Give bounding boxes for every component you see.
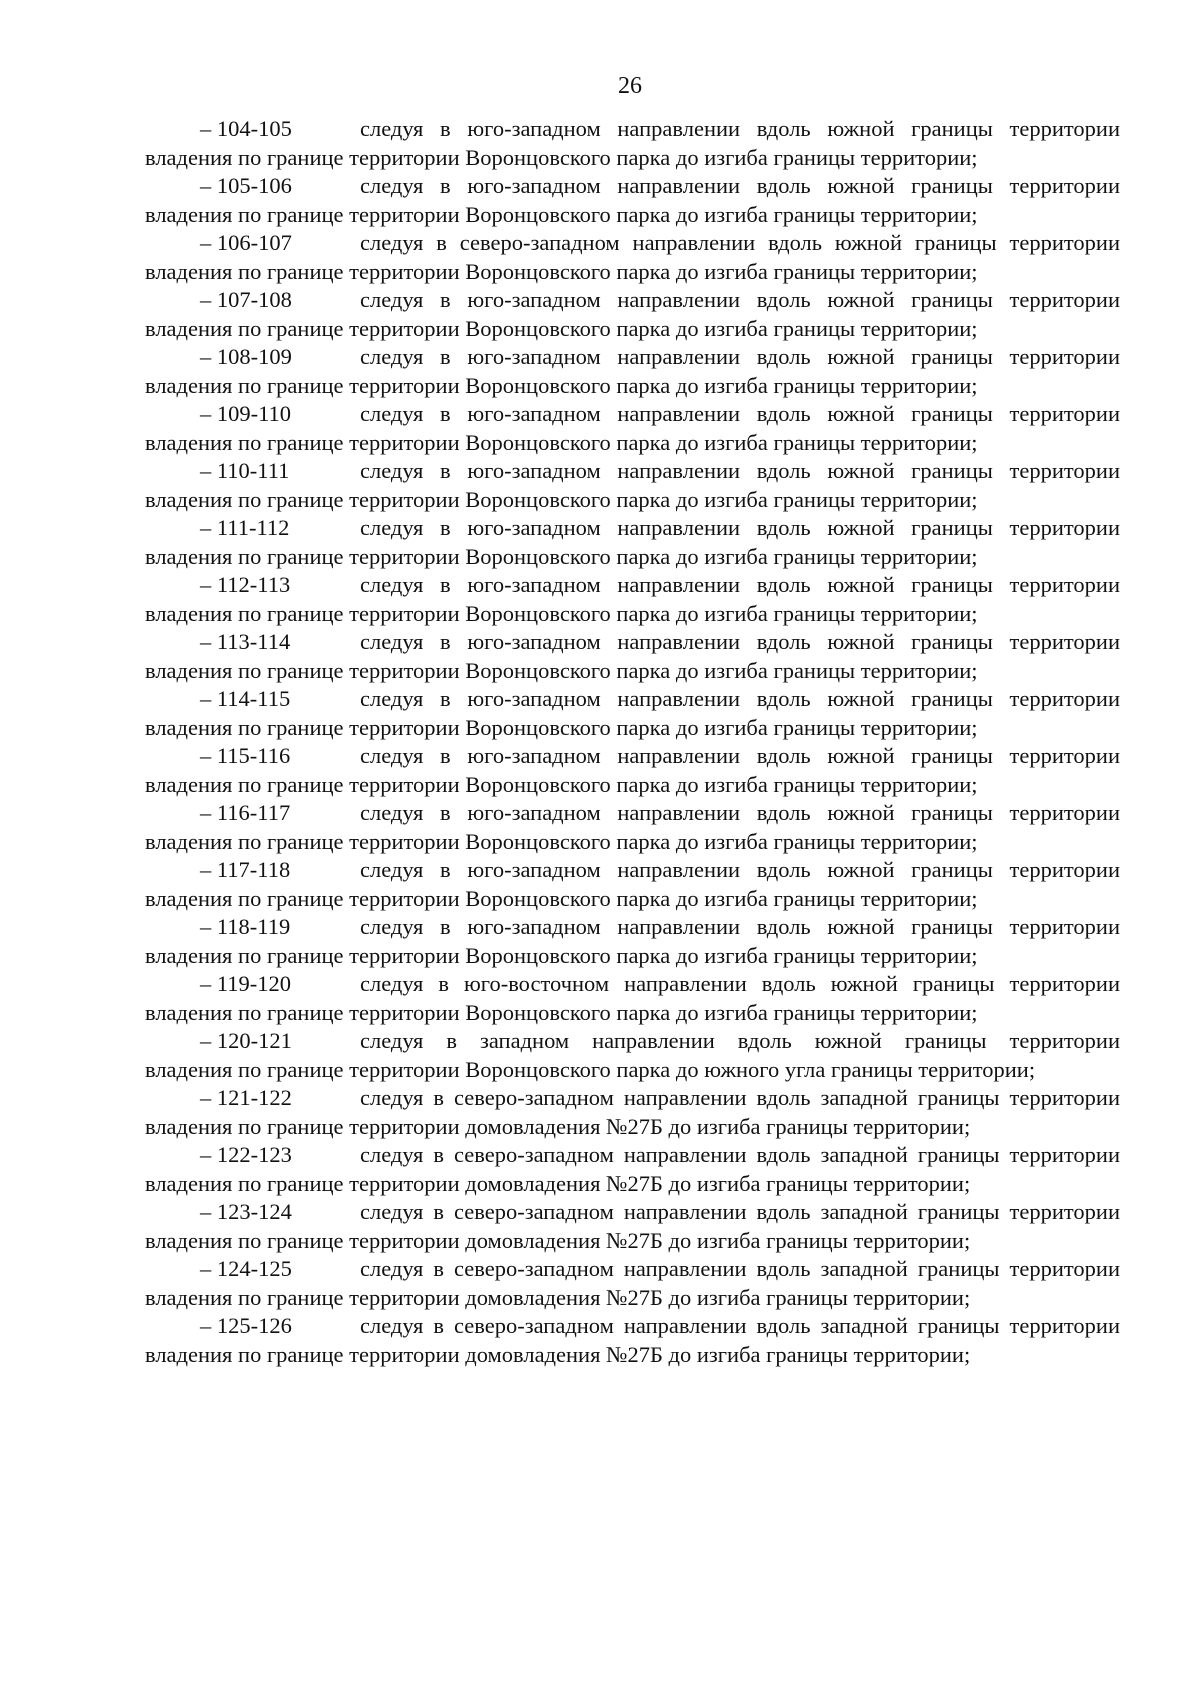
- segment-range: – 119-120: [200, 971, 292, 996]
- segment-continuation-text: владения по границе территории Воронцовского парка до изгиба границы территории;: [145, 487, 978, 512]
- segment-continuation-text: владения по границе территории Воронцовского парка до изгиба границы территории;: [145, 202, 978, 227]
- segment-continuation-text: владения по границе территории Воронцовского парка до изгиба границы территории;: [145, 1000, 978, 1025]
- segment-lead-text: следуя в юго-западном направлении вдоль южной границы территории: [360, 572, 1120, 597]
- segment-lead-text: следуя в юго-западном направлении вдоль южной границы территории: [360, 401, 1120, 426]
- segment-lead-text: следуя в юго-западном направлении вдоль южной границы территории: [360, 857, 1120, 882]
- segment-range: – 118-119: [200, 914, 291, 939]
- segment-text: следуя в северо-западном направлении вдоль западной границы территории владения по границе территории домовладения №27Б до изгиба границы территории;: [145, 1085, 1120, 1139]
- boundary-segment: [145, 628, 1120, 685]
- segment-text: следуя в северо-западном направлении вдоль западной границы территории владения по границе территории домовладения №27Б до изгиба границы территории;: [145, 1142, 1120, 1196]
- segment-text: следуя в северо-западном направлении вдоль западной границы территории владения по границе территории домовладения №27Б до изгиба границы территории;: [145, 1256, 1120, 1310]
- segment-range: – 115-116: [200, 743, 291, 768]
- segment-continuation-text: владения по границе территории Воронцовского парка до изгиба границы территории;: [145, 259, 978, 284]
- segment-lead-text: следуя в юго-западном направлении вдоль южной границы территории: [360, 629, 1120, 654]
- boundary-segment: [145, 400, 1120, 457]
- boundary-segment: [145, 457, 1120, 514]
- boundary-segment: [145, 514, 1120, 571]
- segment-range: – 117-118: [200, 857, 291, 882]
- segment-range: – 123-124: [200, 1199, 292, 1224]
- segment-continuation-text: владения по границе территории Воронцовского парка до изгиба границы территории;: [145, 316, 978, 341]
- segment-continuation-text: владения по границе территории Воронцовского парка до изгиба границы территории;: [145, 772, 978, 797]
- segment-range: – 120-121: [200, 1028, 292, 1053]
- boundary-segment: [145, 685, 1120, 742]
- boundary-segment: [145, 343, 1120, 400]
- boundary-segments-list-western: [145, 1084, 1120, 1369]
- boundary-segments-list: [145, 115, 1120, 1084]
- segment-continuation-text: владения по границе территории Воронцовского парка до изгиба границы территории;: [145, 658, 978, 683]
- boundary-segment: [145, 1312, 1120, 1369]
- segment-lead-text: следуя в юго-западном направлении вдоль южной границы территории: [360, 344, 1120, 369]
- segment-text: следуя в северо-западном направлении вдоль западной границы территории владения по границе территории домовладения №27Б до изгиба границы территории;: [145, 1313, 1120, 1367]
- segment-range: – 112-113: [200, 572, 291, 597]
- segment-lead-text: следуя в северо-западном направлении вдоль южной границы территории: [360, 230, 1120, 255]
- boundary-segment: [145, 742, 1120, 799]
- segment-range: – 121-122: [200, 1085, 292, 1110]
- segment-range: – 113-114: [200, 629, 291, 654]
- boundary-segment: [145, 172, 1120, 229]
- segment-range: – 111-112: [200, 515, 290, 540]
- segment-lead-text: следуя в западном направлении вдоль южной границы территории: [360, 1028, 1120, 1053]
- segment-continuation-text: владения по границе территории Воронцовского парка до изгиба границы территории;: [145, 829, 978, 854]
- boundary-segment: [145, 1198, 1120, 1255]
- segment-range: – 110-111: [200, 458, 290, 483]
- segment-lead-text: следуя в юго-западном направлении вдоль южной границы территории: [360, 458, 1120, 483]
- segment-range: – 124-125: [200, 1256, 292, 1281]
- document-body: [145, 115, 1120, 1369]
- boundary-segment: [145, 571, 1120, 628]
- segment-range: – 108-109: [200, 344, 292, 369]
- segment-range: – 105-106: [200, 173, 292, 198]
- boundary-segment: [145, 970, 1120, 1027]
- boundary-segment: [145, 286, 1120, 343]
- boundary-segment: [145, 799, 1120, 856]
- segment-lead-text: следуя в юго-западном направлении вдоль южной границы территории: [360, 800, 1120, 825]
- boundary-segment: [145, 1255, 1120, 1312]
- segment-lead-text: следуя в юго-западном направлении вдоль южной границы территории: [360, 515, 1120, 540]
- boundary-segment: [145, 115, 1120, 172]
- segment-continuation-text: владения по границе территории Воронцовского парка до изгиба границы территории;: [145, 715, 978, 740]
- segment-range: – 114-115: [200, 686, 291, 711]
- boundary-segment: [145, 229, 1120, 286]
- boundary-segment: [145, 913, 1120, 970]
- segment-lead-text: следуя в юго-восточном направлении вдоль южной границы территории: [360, 971, 1120, 996]
- segment-continuation-text: владения по границе территории Воронцовского парка до изгиба границы территории;: [145, 886, 978, 911]
- segment-range: – 116-117: [200, 800, 291, 825]
- boundary-segment: [145, 1141, 1120, 1198]
- page-number: 26: [618, 73, 642, 99]
- segment-lead-text: следуя в юго-западном направлении вдоль южной границы территории: [360, 743, 1120, 768]
- segment-lead-text: следуя в юго-западном направлении вдоль южной границы территории: [360, 116, 1120, 141]
- segment-lead-text: следуя в юго-западном направлении вдоль южной границы территории: [360, 686, 1120, 711]
- segment-range: – 125-126: [200, 1313, 292, 1338]
- boundary-segment: [145, 856, 1120, 913]
- segment-lead-text: следуя в юго-западном направлении вдоль южной границы территории: [360, 173, 1120, 198]
- boundary-segment: [145, 1084, 1120, 1141]
- segment-continuation-text: владения по границе территории Воронцовского парка до изгиба границы территории;: [145, 943, 978, 968]
- segment-text: следуя в северо-западном направлении вдоль западной границы территории владения по границе территории домовладения №27Б до изгиба границы территории;: [145, 1199, 1120, 1253]
- segment-continuation-text: владения по границе территории Воронцовского парка до изгиба границы территории;: [145, 601, 978, 626]
- segment-lead-text: следуя в юго-западном направлении вдоль южной границы территории: [360, 914, 1120, 939]
- segment-range: – 106-107: [200, 230, 292, 255]
- segment-continuation-text: владения по границе территории Воронцовского парка до южного угла границы территории;: [145, 1057, 1036, 1082]
- segment-range: – 109-110: [200, 401, 292, 426]
- segment-range: – 107-108: [200, 287, 292, 312]
- segment-range: – 122-123: [200, 1142, 292, 1167]
- segment-continuation-text: владения по границе территории Воронцовского парка до изгиба границы территории;: [145, 373, 978, 398]
- segment-continuation-text: владения по границе территории Воронцовского парка до изгиба границы территории;: [145, 544, 978, 569]
- segment-range: – 104-105: [200, 116, 292, 141]
- boundary-segment: [145, 1027, 1120, 1084]
- segment-lead-text: следуя в юго-западном направлении вдоль южной границы территории: [360, 287, 1120, 312]
- segment-continuation-text: владения по границе территории Воронцовского парка до изгиба границы территории;: [145, 430, 978, 455]
- segment-continuation-text: владения по границе территории Воронцовского парка до изгиба границы территории;: [145, 145, 978, 170]
